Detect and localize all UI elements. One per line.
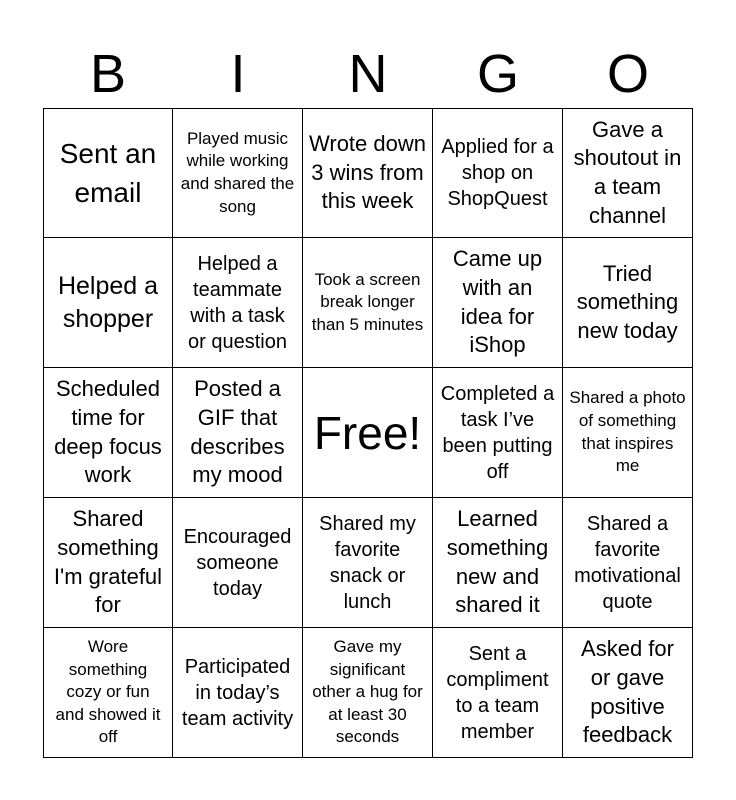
bingo-cell[interactable] — [433, 108, 563, 238]
bingo-cell[interactable] — [433, 628, 563, 758]
bingo-free-text: Free! — [313, 406, 422, 459]
bingo-cell-text: Shared a favorite motivational quote — [574, 512, 681, 613]
bingo-cell[interactable] — [433, 368, 563, 498]
bingo-cell-text: Applied for a shop on ShopQuest — [441, 136, 554, 210]
header-letter-o: O — [606, 44, 649, 104]
bingo-cell-text: Shared my favorite snack or lunch — [319, 512, 416, 613]
bingo-cell[interactable] — [303, 108, 433, 238]
bingo-cell-text: Helped a teammate with a task or question — [188, 252, 287, 353]
bingo-cell[interactable] — [433, 238, 563, 368]
bingo-cell[interactable] — [43, 498, 173, 628]
bingo-cell-text: Came up with an idea for iShop — [452, 246, 543, 358]
bingo-cell[interactable] — [563, 628, 693, 758]
bingo-cell-text: Encouraged someone today — [183, 525, 292, 600]
bingo-cell-text: Took a screen break longer than 5 minutes — [311, 269, 424, 334]
bingo-cell-text: Played music while working and shared the song — [180, 128, 295, 216]
header-letter-g: G — [476, 44, 519, 104]
bingo-free-cell[interactable] — [303, 368, 433, 498]
bingo-cell-text: Scheduled time for deep focus work — [54, 376, 162, 488]
bingo-cell-text: Learned something new and shared it — [446, 506, 549, 618]
bingo-cell[interactable] — [43, 628, 173, 758]
bingo-cell-text: Shared something I'm grateful for — [53, 506, 163, 618]
bingo-cell[interactable] — [563, 108, 693, 238]
bingo-cell[interactable] — [43, 238, 173, 368]
bingo-cell-text: Wrote down 3 wins from this week — [309, 131, 426, 214]
header-letter-i: I — [230, 44, 246, 104]
bingo-cell[interactable] — [43, 368, 173, 498]
bingo-cell[interactable] — [173, 498, 303, 628]
bingo-cell[interactable] — [563, 238, 693, 368]
bingo-board — [43, 108, 693, 758]
bingo-cell-text: Sent a compliment to a team member — [446, 642, 549, 743]
bingo-cell[interactable] — [173, 628, 303, 758]
bingo-cell[interactable] — [173, 238, 303, 368]
bingo-cell[interactable] — [303, 628, 433, 758]
header-letter-b: B — [89, 44, 127, 104]
bingo-cell-text: Asked for or gave positive feedback — [581, 636, 674, 748]
bingo-header — [43, 40, 693, 108]
bingo-cell-text: Shared a photo of something that inspires me — [569, 388, 686, 476]
bingo-cell-text: Tried something new today — [576, 260, 679, 343]
bingo-cell[interactable] — [303, 498, 433, 628]
bingo-cell-text: Posted a GIF that describes my mood — [190, 376, 285, 488]
bingo-cell[interactable] — [173, 368, 303, 498]
bingo-cell-text: Completed a task I’ve been putting off — [440, 382, 555, 483]
bingo-cell-text: Helped a shopper — [57, 272, 159, 333]
bingo-cell[interactable] — [43, 108, 173, 238]
bingo-cell-text: Sent an email — [59, 137, 157, 208]
bingo-cell[interactable] — [433, 498, 563, 628]
bingo-cell[interactable] — [563, 368, 693, 498]
bingo-cell[interactable] — [303, 238, 433, 368]
bingo-cell-text: Wore something cozy or fun and showed it off — [55, 636, 161, 747]
bingo-cell[interactable] — [563, 498, 693, 628]
header-letter-n: N — [348, 44, 388, 104]
bingo-cell-text: Gave my significant other a hug for at least 30 seconds — [312, 636, 423, 747]
bingo-cell-text: Gave a shoutout in a team channel — [573, 116, 682, 228]
bingo-cell-text: Participated in today’s team activity — [181, 655, 294, 730]
bingo-cell[interactable] — [173, 108, 303, 238]
